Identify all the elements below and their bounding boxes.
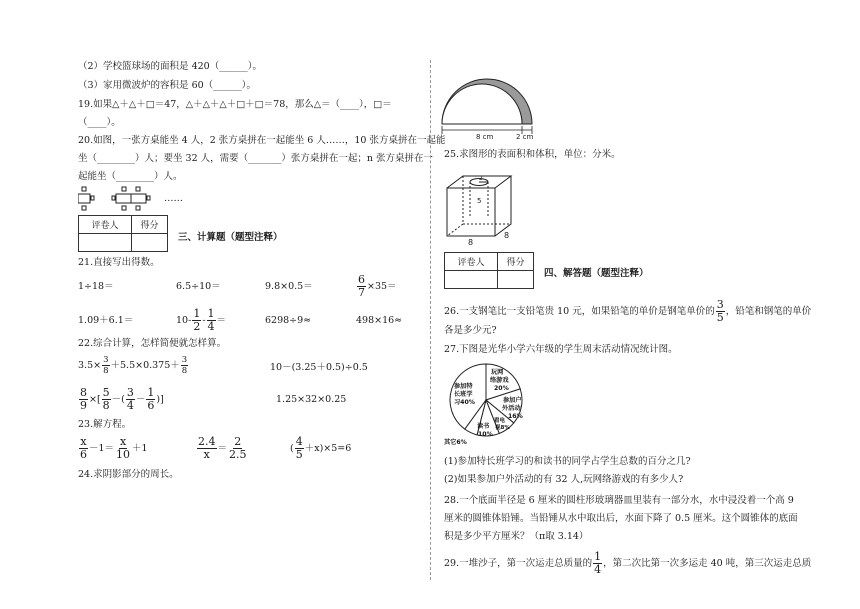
score-score-header: 得分 [132,216,168,234]
equation-2: $\frac{2.4}{x}$ ＝ $\frac{2}{2.5}$ [198,435,247,461]
question-25: 25.求图形的表面积和体积，单位：分米。 [444,149,621,160]
cube-diameter: 2 [479,175,483,182]
question-27-1: (1)参加特长班学习的和读书的同学占学生总数的百分之几? [444,456,691,467]
pie-label-4: 读书 [477,423,490,430]
question-26: 26.一支钢笔比一支铅笔贵 10 元，如果铅笔的单价是钢笔单价的 $\frac{3}{5}$ ，铅笔和钢笔的单价 [444,298,812,324]
cube-width: 8 [504,231,510,240]
question-28: 28.一个底面半径是 6 厘米的圆柱形玻璃器皿里装有一部分水，水中浸没着一个高 9 [444,495,794,506]
pie-label-3c: 16% [508,413,523,420]
blank-line-3: （3）家用微波炉的容积是 60（______）。 [78,80,256,91]
calc-8: 498×16≈ [356,315,403,326]
score-table-3 [78,215,168,252]
question-20-cont: 坐（________）人；要坐 32 人，需要（_______）张方桌拼在一起；n 张方桌拼在一 [78,153,434,164]
question-26-cont: 各是多少元? [444,325,497,336]
question-28-cont: 厘米的圆锥体铅锤。当铅锤从水中取出后，水面下降了 0.5 厘米。这个圆锥体的底面 [444,513,798,524]
question-24: 24.求阴影部分的周长。 [78,469,179,480]
pie-label-2b: 络游戏 [490,377,509,384]
calc-22-2: 10－(3.25＋0.5)÷0.5 [270,362,368,373]
fraction: $\frac{1}{4}$ [207,307,215,333]
pie-label-1: 参加特 [454,383,473,390]
question-20: 20.如图，一张方桌能坐 4 人，2 张方桌拼在一起能坐 6 人……，10 张方桌拼在一起能 [78,135,446,146]
cube-length: 8 [468,238,474,246]
cube-height: 5 [477,197,482,205]
question-23: 23.解方程。 [78,419,132,430]
fraction: $\frac{2}{2.5}$ [229,435,247,461]
score-reviewer-header: 评卷人 [79,216,132,234]
fraction: $\frac{6}{7}$ [358,273,365,299]
cube-cylinder-figure [444,170,524,246]
calc-1: 1÷18＝ [78,281,114,292]
score-score-cell[interactable] [132,234,168,252]
pie-label-6: 其它6% [444,439,467,446]
fraction: $\frac{3}{4}$ [126,386,134,412]
section-4-title: 四、解答题（题型注释） [544,268,649,279]
score-score-cell[interactable] [498,271,534,289]
calc-4: $\frac{6}{7}$ ×35＝ [358,273,397,299]
activity-pie-chart [444,362,532,446]
question-29: 29.一堆沙子，第一次运走总质量的 $\frac{1}{4}$ ，第二次比第一次多运走 40 吨，第三次运走总质 [444,550,812,576]
score-reviewer-header: 评卷人 [445,253,498,271]
question-19-cont: （____）。 [78,117,121,128]
score-reviewer-cell[interactable] [79,234,132,252]
diagram-ellipsis: …… [164,193,183,204]
pie-label-4b: 10% [478,431,493,438]
calc-22-3: $\frac{8}{9}$ ×[ $\frac{5}{8}$ －( $\frac{3}{4}$ － $\frac{1}{6}$ )] [80,386,164,412]
calc-22-4: 1.25×32×0.25 [276,394,347,405]
fraction: $\frac{8}{9}$ [80,386,87,412]
fraction: $\frac{1}{4}$ [594,550,602,576]
score-score-header: 得分 [498,253,534,271]
blank-line-2: （2）学校篮球场的面积是 420（______）。 [78,61,262,72]
fraction: $\frac{5}{8}$ [102,386,110,412]
fraction: $\frac{3}{5}$ [716,298,724,324]
calc-6: 10- $\frac{1}{2}$ - $\frac{1}{4}$ ＝ [176,307,227,333]
pie-label-2: 玩网 [491,369,504,376]
calc-2: 6.5÷10＝ [176,281,221,292]
calc-7: 6298÷9≈ [265,315,312,326]
fraction: $\frac{x}{10}$ [116,435,131,461]
score-table-4 [444,252,534,289]
pie-label-3: 参加户 [503,397,522,404]
question-27-2: (2)如果参加户外活动的有 32 人,玩网络游戏的有多少人? [444,474,684,485]
column-divider [430,60,431,580]
equation-1: $\frac{x}{6}$ －1＝ $\frac{x}{10}$ ＋1 [80,435,148,461]
shaded-semicircle-figure [440,58,540,140]
pie-label-1b: 长班学 [454,391,473,398]
question-21: 21.直接写出得数。 [78,257,160,268]
question-22: 22.综合计算，怎样简便就怎样算。 [78,338,227,349]
pie-label-1c: 习40% [454,399,475,406]
fraction: $\frac{1}{6}$ [147,386,155,412]
pie-label-2c: 20% [494,385,509,392]
score-reviewer-cell[interactable] [445,271,498,289]
question-27: 27.下图是光华小学六年级的学生周末活动情况统计图。 [444,344,678,355]
question-28-cont2: 积是多少平方厘米？（π取 3.14） [444,531,589,542]
pie-label-5b: 视8% [495,425,510,431]
section-3-title: 三、计算题（题型注释） [178,232,283,243]
pie-label-5: 看电 [494,418,506,424]
equation-3: ( $\frac{4}{5}$ ＋x)×5=6 [290,435,352,461]
calc-22-1: 3.5× $\frac{3}{8}$ ＋5.5×0.375＋ $\frac{3}{8}$ [78,355,188,376]
fraction: $\frac{1}{2}$ [193,307,201,333]
dim-2cm: 2 cm [516,133,534,140]
dim-8cm: 8 cm [476,133,494,140]
calc-5: 1.09＋6.1＝ [78,315,134,326]
question-19: 19.如果△＋△＋□＝47，△＋△＋△＋□＋□＝78，那么△＝（____），□＝ [78,99,392,110]
fraction: $\frac{3}{8}$ [181,355,188,376]
question-20-cont2: 起能坐（________）人。 [78,171,183,182]
fraction: $\frac{4}{5}$ [295,435,303,461]
calc-3: 9.8×0.5＝ [265,281,313,292]
fraction: $\frac{x}{6}$ [80,435,87,461]
fraction: $\frac{3}{8}$ [103,355,109,376]
pie-label-3b: 外活动 [502,405,521,412]
fraction: $\frac{2.4}{x}$ [198,435,216,461]
